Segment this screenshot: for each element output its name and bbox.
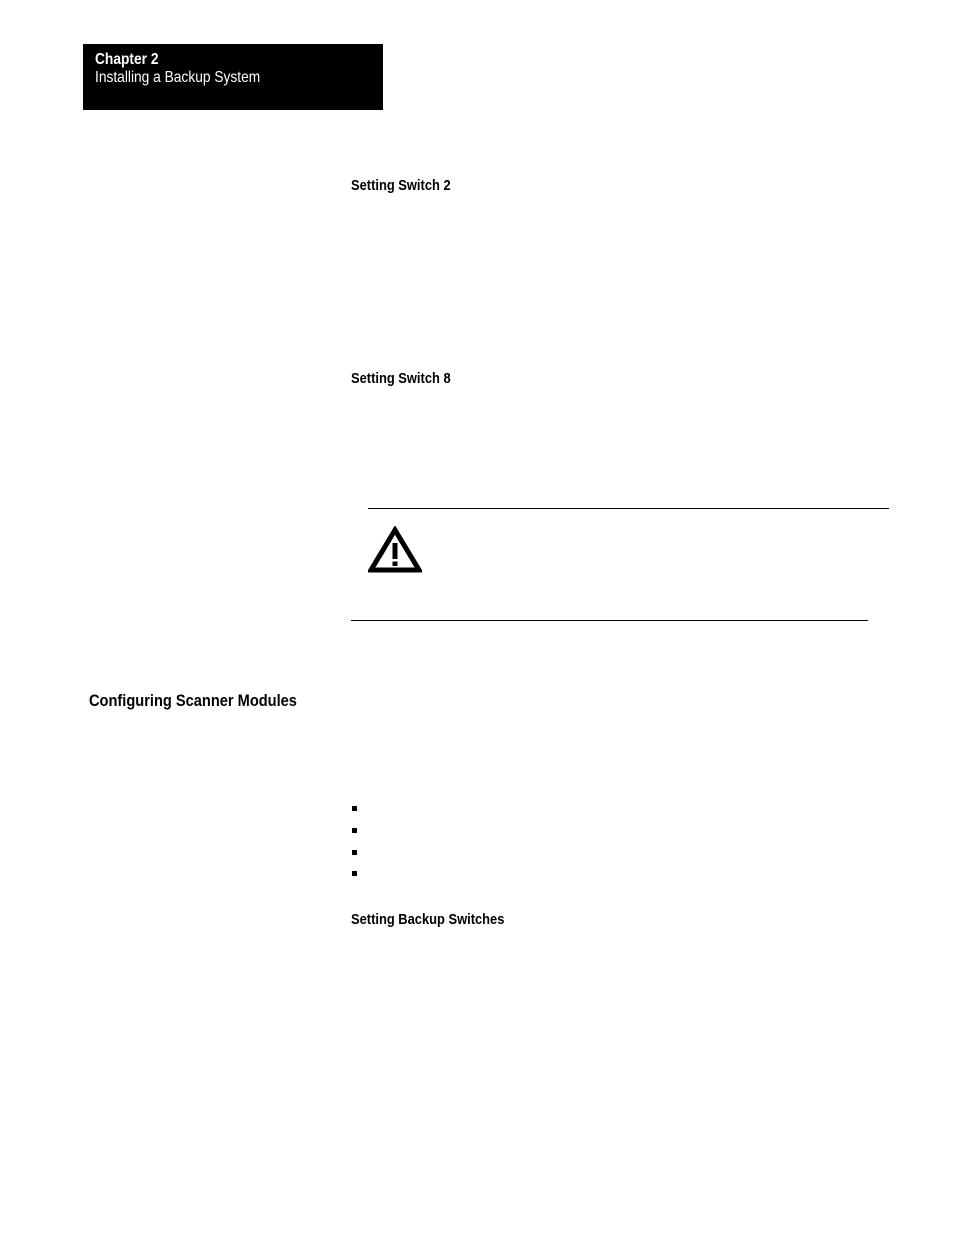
chapter-title: Installing a Backup System (95, 69, 261, 86)
list-bullet (352, 806, 357, 811)
heading-setting-switch-8: Setting Switch 8 (351, 370, 451, 387)
chapter-number: Chapter 2 (95, 51, 159, 68)
list-bullet (352, 850, 357, 855)
list-bullet (352, 828, 357, 833)
heading-setting-switch-2: Setting Switch 2 (351, 177, 451, 194)
warning-top-rule (368, 508, 889, 509)
heading-configuring-scanner-modules: Configuring Scanner Modules (89, 691, 297, 710)
chapter-header (83, 44, 383, 110)
heading-setting-backup-switches: Setting Backup Switches (351, 911, 505, 928)
warning-bottom-rule (351, 620, 868, 621)
warning-triangle-icon (368, 526, 422, 574)
list-bullet (352, 871, 357, 876)
